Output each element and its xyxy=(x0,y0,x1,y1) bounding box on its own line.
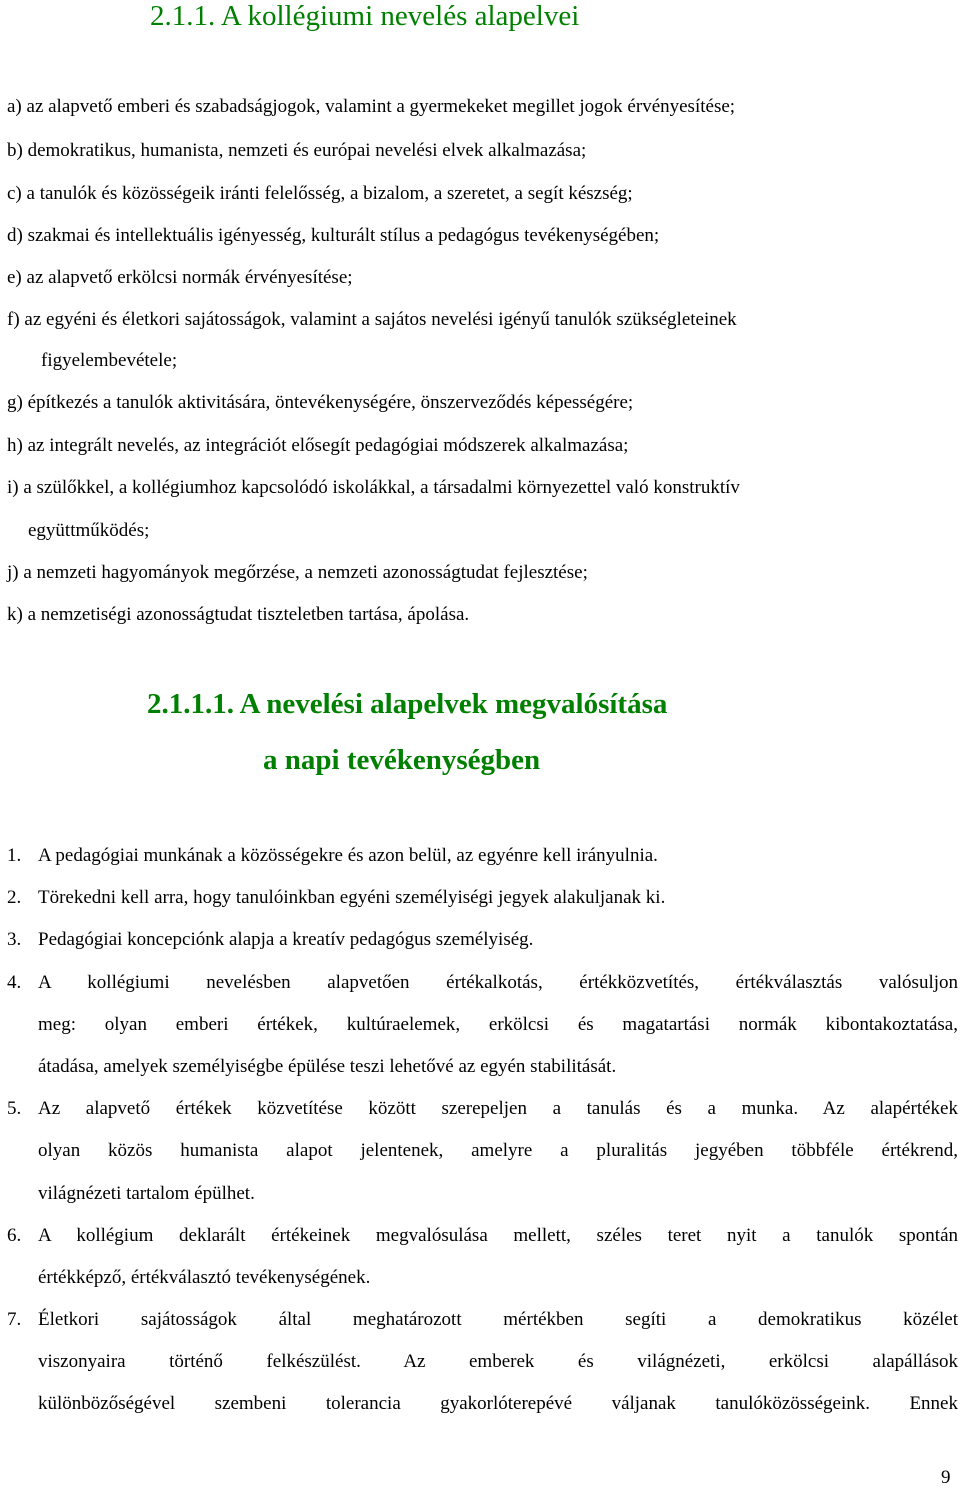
principle-h: h) az integrált nevelés, az integrációt elősegít pedagógiai módszerek alkalmazása; xyxy=(7,435,629,456)
list-item-continuation: értékképző, értékválasztó tevékenységének. xyxy=(38,1267,371,1288)
list-item: Törekedni kell arra, hogy tanulóinkban egyéni személyiségi jegyek alakuljanak ki. xyxy=(38,887,666,908)
list-item-continuation: különbözőségével szembeni tolerancia gyakorlóterepévé váljanak tanulóközösségeink. Ennek xyxy=(38,1393,958,1414)
principle-f-continuation: figyelembevétele; xyxy=(41,350,178,371)
item-number: 4. xyxy=(7,972,22,993)
item-number: 6. xyxy=(7,1225,22,1246)
item-number: 5. xyxy=(7,1098,22,1119)
principle-c: c) a tanulók és közösségeik iránti felelősség, a bizalom, a szeretet, a segít készség; xyxy=(7,183,633,204)
subsection-title-line2: a napi tevékenységben xyxy=(263,744,541,776)
list-item-continuation: viszonyaira történő felkészülést. Az emberek és világnézeti, erkölcsi alapállások xyxy=(38,1351,958,1372)
list-item-continuation: olyan közös humanista alapot jelentenek, amelyre a pluralitás jegyében többféle értékrend, xyxy=(38,1140,958,1161)
principle-a: a) az alapvető emberi és szabadságjogok, valamint a gyermekeket megillet jogok érvényesítése; xyxy=(7,96,736,117)
subsection-title: 2.1.1.1. A nevelési alapelvek megvalósítása xyxy=(147,688,668,720)
principle-i-continuation: együttműködés; xyxy=(28,520,150,541)
principle-i: i) a szülőkkel, a kollégiumhoz kapcsolódó iskolákkal, a társadalmi környezettel való konstruktív xyxy=(7,477,740,498)
principle-k: k) a nemzetiségi azonosságtudat tiszteletben tartása, ápolása. xyxy=(7,604,470,625)
list-item: A kollégium deklarált értékeinek megvalósulása mellett, széles teret nyit a tanulók spontán xyxy=(38,1225,958,1246)
list-item-continuation: meg: olyan emberi értékek, kultúraelemek, erkölcsi és magatartási normák kibontakoztatása, xyxy=(38,1014,958,1035)
list-item: A pedagógiai munkának a közösségekre és azon belül, az egyénre kell irányulnia. xyxy=(38,845,658,866)
item-number: 2. xyxy=(7,887,22,908)
principle-f: f) az egyéni és életkori sajátosságok, valamint a sajátos nevelési igényű tanulók szükségleteinek xyxy=(7,309,737,330)
item-number: 1. xyxy=(7,845,22,866)
principle-g: g) építkezés a tanulók aktivitására, öntevékenységére, önszerveződés képességére; xyxy=(7,392,634,413)
list-item: Az alapvető értékek közvetítése között szerepeljen a tanulás és a munka. Az alapértékek xyxy=(38,1098,958,1119)
list-item: Életkori sajátosságok által meghatározott mértékben segíti a demokratikus közélet xyxy=(38,1309,958,1330)
item-number: 3. xyxy=(7,929,22,950)
list-item-continuation: átadása, amelyek személyiségbe épülése teszi lehetővé az egyén stabilitását. xyxy=(38,1056,617,1077)
list-item-continuation: világnézeti tartalom épülhet. xyxy=(38,1183,255,1204)
page-title: 2.1.1. A kollégiumi nevelés alapelvei xyxy=(150,0,580,32)
principle-d: d) szakmai és intellektuális igényesség, kulturált stílus a pedagógus tevékenységében; xyxy=(7,225,660,246)
list-item: Pedagógiai koncepciónk alapja a kreatív pedagógus személyiség. xyxy=(38,929,534,950)
principle-j: j) a nemzeti hagyományok megőrzése, a nemzeti azonosságtudat fejlesztése; xyxy=(7,562,588,583)
item-number: 7. xyxy=(7,1309,22,1330)
principle-e: e) az alapvető erkölcsi normák érvényesítése; xyxy=(7,267,353,288)
principle-b: b) demokratikus, humanista, nemzeti és európai nevelési elvek alkalmazása; xyxy=(7,140,587,161)
list-item: A kollégiumi nevelésben alapvetően értékalkotás, értékközvetítés, értékválasztás valósuljon xyxy=(38,972,958,993)
page-number: 9 xyxy=(941,1467,951,1488)
